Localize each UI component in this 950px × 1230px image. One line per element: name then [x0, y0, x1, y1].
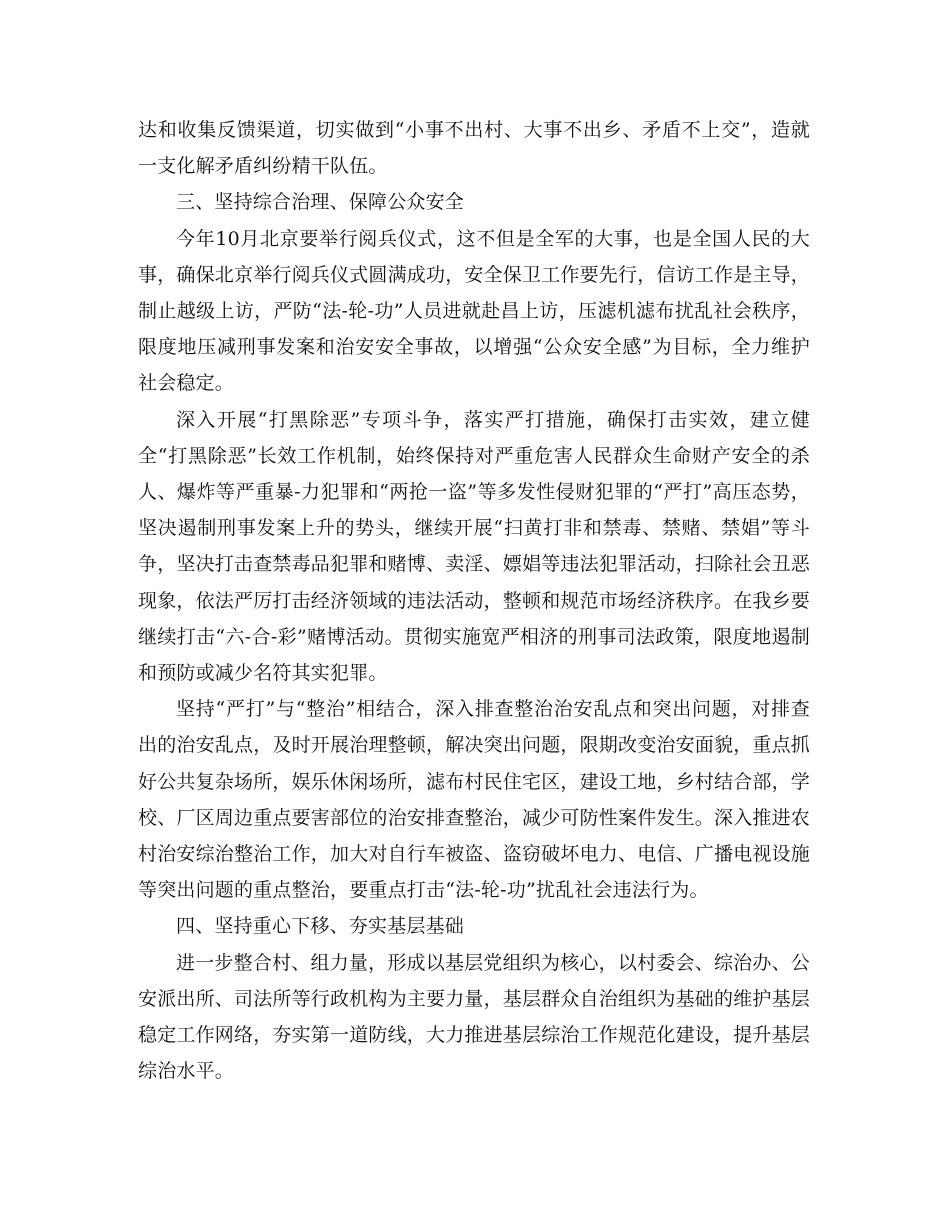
paragraph-crackdown: 深入开展“打黑除恶”专项斗争，落实严打措施，确保打击实效，建立健全“打黑除恶”长效工作机制，始终保持对严重危害人民群众生命财产安全的杀人、爆炸等严重暴-力犯罪和“两抢一盗”等多发性侵财犯罪的“严打”高压态势，坚决遏制刑事发案上升的势头，继续开展“扫黄打非和禁毒、禁赌、禁娼”等斗争，坚决打击查禁毒品犯罪和赌博、卖淫、嫖娼等违法犯罪活动，扫除社会丑恶现象，依法严厉打击经济领域的违法活动，整顿和规范市场经济秩序。在我乡要继续打击“六-合-彩”赌博活动。贯彻实施宽严相济的刑事司法政策，限度地遏制和预防或减少名符其实犯罪。	[138, 408, 811, 685]
section-heading-4: 四、坚持重心下移、夯实基层基础	[176, 915, 465, 938]
paragraph-grassroots: 进一步整合村、组力量，形成以基层党组织为核心，以村委会、综治办、公安派出所、司法所等行政机构为主要力量，基层群众自治组织为基础的维护基层稳定工作网络，夯实第一道防线，大力推进基层综治工作规范化建设，提升基层综治水平。	[138, 951, 811, 1083]
paragraph-continuation: 达和收集反馈渠道，切实做到“小事不出村、大事不出乡、矛盾不上交”，造就一支化解矛盾纠纷精干队伍。	[138, 119, 810, 178]
paragraph-rectification: 坚持“严打”与“整治”相结合，深入排查整治治安乱点和突出问题，对排查出的治安乱点，及时开展治理整顿，解决突出问题，限期改变治安面貌，重点抓好公共复杂场所，娱乐休闲场所，滤布村民住宅区，建设工地，乡村结合部，学校、厂区周边重点要害部位的治安排查整治，减少可防性案件发生。深入推进农村治安综治整治工作，加大对自行车被盗、盗窃破坏电力、电信、广播电视设施等突出问题的重点整治，要重点打击“法-轮-功”扰乱社会违法行为。	[138, 698, 811, 902]
section-heading-3: 三、坚持综合治理、保障公众安全	[176, 191, 465, 214]
document-page	[138, 112, 810, 1089]
paragraph-parade-security: 今年10月北京要举行阅兵仪式，这不但是全军的大事，也是全国人民的大事，确保北京举行阅兵仪式圆满成功，安全保卫工作要先行，信访工作是主导，制止越级上访，严防“法-轮-功”人员进就赴昌上访，压滤机滤布扰乱社会秩序，限度地压减刑事发案和治安安全事故，以增强“公众安全感”为目标，全力维护社会稳定。	[138, 227, 811, 395]
